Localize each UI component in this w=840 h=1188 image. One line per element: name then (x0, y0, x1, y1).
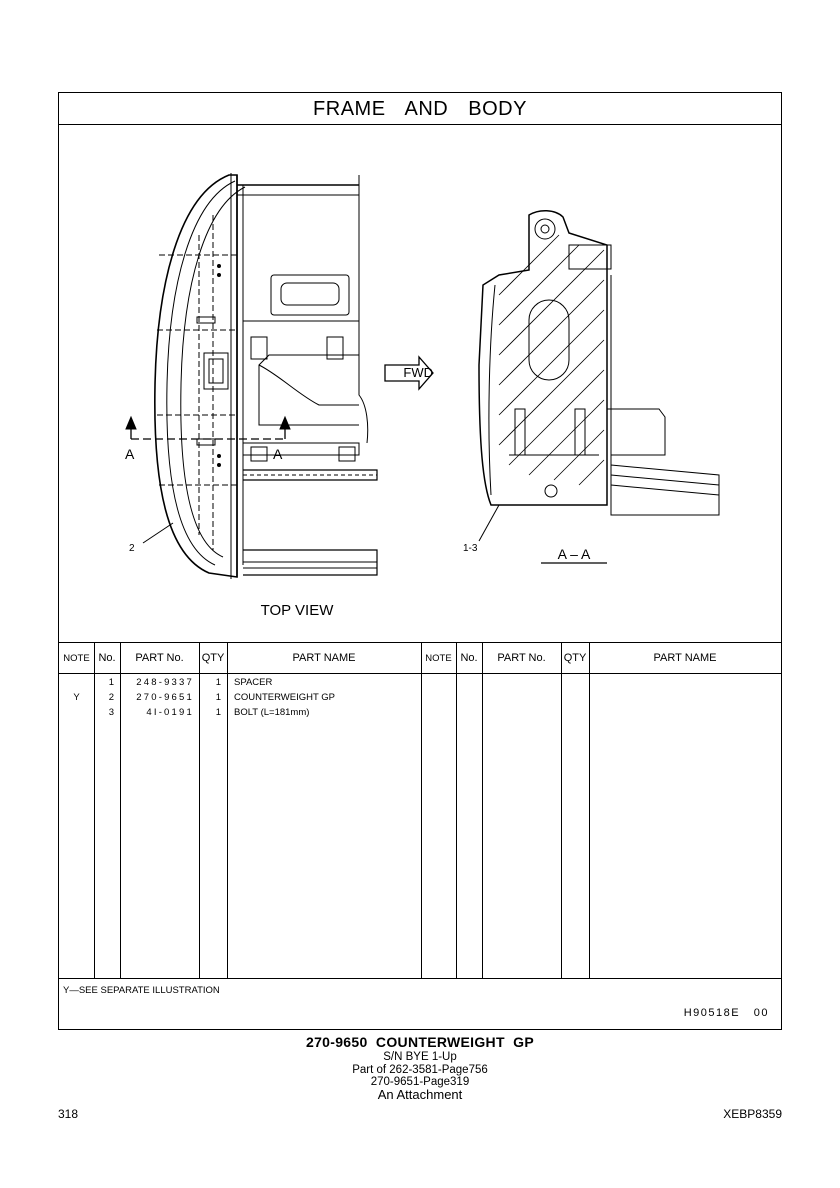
section-marker-left: A (125, 446, 135, 462)
header-note: NOTE (59, 643, 94, 674)
callout-2: 2 (129, 543, 135, 554)
caption-page-ref: 270-9651-Page319 (370, 1076, 470, 1088)
row-1-qty: 1 (215, 677, 221, 688)
table-footer (59, 978, 781, 1025)
parts-table (59, 642, 781, 979)
header-part-no-right: PART No. (482, 643, 561, 674)
page-title: FRAME AND BODY (59, 93, 781, 125)
header-part-name-right: PART NAME (589, 643, 781, 674)
header-part-name: PART NAME (227, 643, 421, 674)
row-2-part-name: COUNTERWEIGHT GP (234, 692, 335, 703)
caption-part-of: Part of 262-3581-Page756 (352, 1063, 488, 1076)
caption-attachment: An Attachment (377, 1086, 463, 1102)
row-1-part-name: SPACER (234, 677, 273, 688)
row-3-part-name: BOLT (L=181mm) (234, 707, 310, 718)
row-2-note: Y (73, 692, 80, 703)
callout-1-3: 1-3 (463, 543, 478, 554)
parts-page-frame (58, 92, 782, 1030)
row-2-qty: 1 (215, 692, 221, 703)
parts-illustration (59, 125, 781, 642)
illustration-code: H90518E 00 (683, 1007, 769, 1019)
document-code: XEBP8359 (723, 1107, 782, 1121)
row-3-part-no: 4I-0191 (146, 707, 194, 718)
row-1-no: 1 (108, 677, 114, 688)
row-1-part-no: 248-9337 (136, 677, 194, 688)
header-note-right: NOTE (421, 643, 456, 674)
row-3-no: 3 (108, 707, 114, 718)
page-number: 318 (58, 1107, 79, 1121)
counterweight-drawing (59, 125, 781, 642)
caption-serial: S/N BYE 1-Up (383, 1051, 457, 1063)
row-2-part-no: 270-9651 (136, 692, 194, 703)
section-marker-right: A (273, 446, 283, 462)
row-2-no: 2 (108, 692, 114, 703)
row-3-qty: 1 (215, 707, 221, 718)
section-label: A – A (557, 546, 591, 562)
header-part-no: PART No. (120, 643, 199, 674)
header-no: No. (94, 643, 120, 674)
fwd-label: FWD (403, 365, 433, 380)
header-qty-right: QTY (561, 643, 589, 674)
header-no-right: No. (456, 643, 482, 674)
caption-details (0, 1051, 840, 1101)
header-qty: QTY (199, 643, 227, 674)
footnote: Y—SEE SEPARATE ILLUSTRATION (63, 985, 220, 996)
caption-title: 270-9650 COUNTERWEIGHT GP (305, 1034, 534, 1050)
view-label: TOP VIEW (260, 602, 334, 619)
